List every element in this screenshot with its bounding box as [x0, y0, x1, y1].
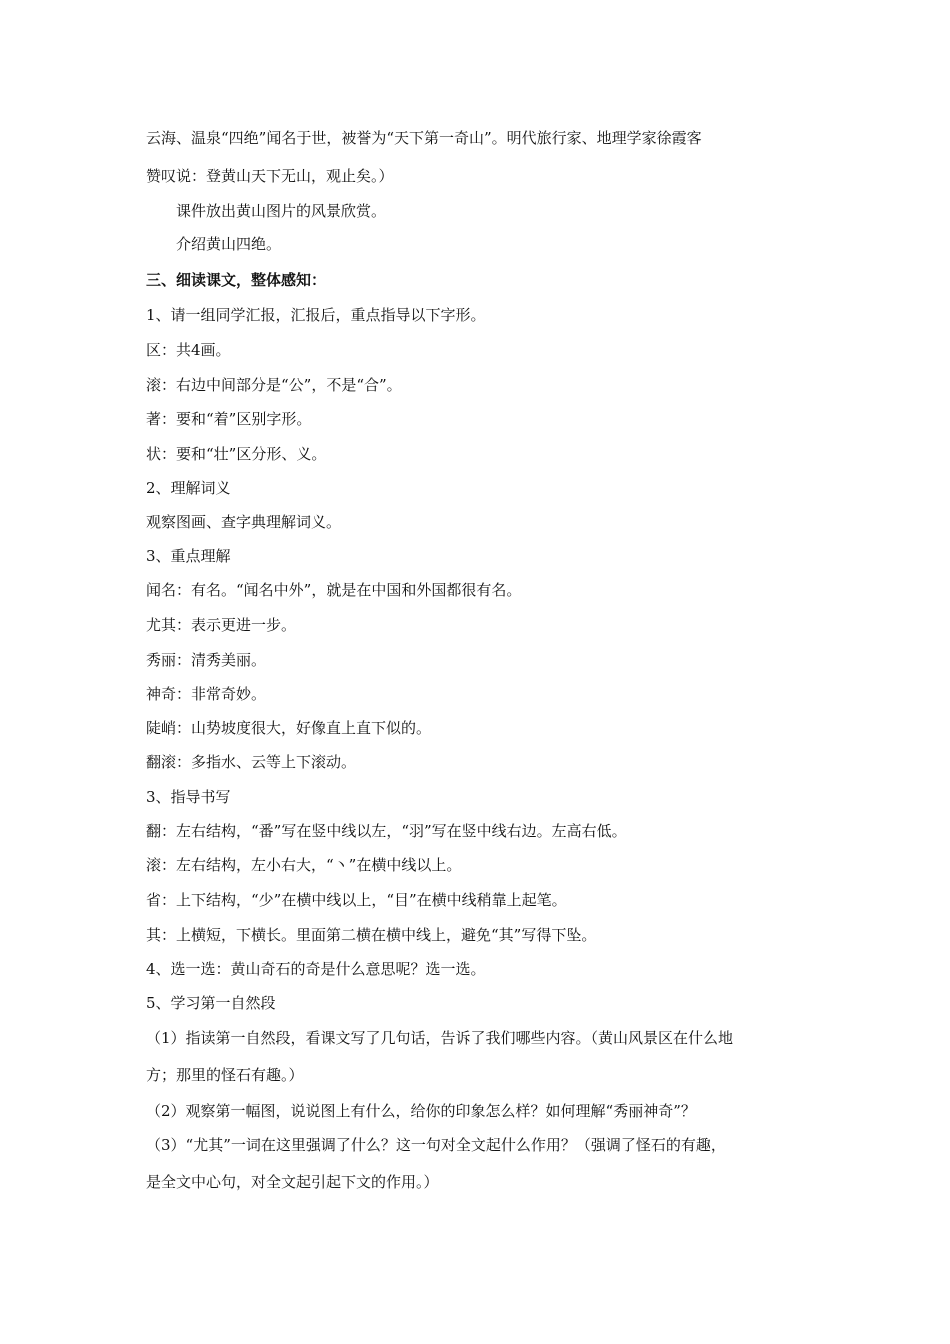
text-line: 2、理解词义 [146, 479, 231, 497]
text-line: 云海、温泉“四绝”闻名于世，被誉为“天下第一奇山”。明代旅行家、地理学家徐霞客 [146, 129, 702, 147]
text-line: 1、请一组同学汇报，汇报后，重点指导以下字形。 [146, 306, 486, 324]
text-line: 神奇：非常奇妙。 [146, 685, 267, 703]
text-line: 5、学习第一自然段 [146, 994, 276, 1012]
text-line: 著：要和“着”区别字形。 [146, 410, 312, 428]
text-line: 滚：左右结构，左小右大，“丶”在横中线以上。 [146, 856, 462, 874]
text-line: 课件放出黄山图片的风景欣赏。 [176, 202, 387, 220]
text-line: 翻：左右结构，“番”写在竖中线以左，“羽”写在竖中线右边。左高右低。 [146, 822, 627, 840]
text-line: 方；那里的怪石有趣。） [146, 1066, 304, 1084]
text-line: 观察图画、查字典理解词义。 [146, 513, 342, 531]
text-line: （1）指读第一自然段，看课文写了几句话，告诉了我们哪些内容。（黄山风景区在什么地 [146, 1029, 734, 1047]
text-line: 4、选一选：黄山奇石的奇是什么意思呢？选一选。 [146, 960, 486, 978]
text-line: 状：要和“壮”区分形、义。 [146, 445, 327, 463]
text-line: （2）观察第一幅图，说说图上有什么，给你的印象怎么样？如何理解“秀丽神奇”？ [146, 1102, 696, 1120]
text-line: 秀丽：清秀美丽。 [146, 651, 267, 669]
text-line: 是全文中心句，对全文起引起下文的作用。） [146, 1173, 439, 1191]
text-line: 3、重点理解 [146, 547, 231, 565]
text-line: 介绍黄山四绝。 [176, 235, 282, 253]
text-line: 闻名：有名。“闻名中外”，就是在中国和外国都很有名。 [146, 581, 522, 599]
text-line: 赞叹说：登黄山天下无山，观止矣。） [146, 167, 394, 185]
text-line: 区：共4画。 [146, 341, 231, 359]
text-line: 陡峭：山势坡度很大，好像直上直下似的。 [146, 719, 432, 737]
text-line: 省：上下结构，“少”在横中线以上，“目”在横中线稍靠上起笔。 [146, 891, 567, 909]
text-line: 翻滚：多指水、云等上下滚动。 [146, 753, 357, 771]
section-heading: 三、细读课文，整体感知： [146, 271, 327, 289]
text-line: 尤其：表示更进一步。 [146, 616, 297, 634]
text-line: 滚：右边中间部分是“公”，不是“合”。 [146, 376, 402, 394]
text-line: 其：上横短，下横长。里面第二横在横中线上，避免“其”写得下坠。 [146, 926, 597, 944]
text-line: （3）“尤其”一词在这里强调了什么？这一句对全文起什么作用？（强调了怪石的有趣， [146, 1136, 726, 1154]
text-line: 3、指导书写 [146, 788, 231, 806]
